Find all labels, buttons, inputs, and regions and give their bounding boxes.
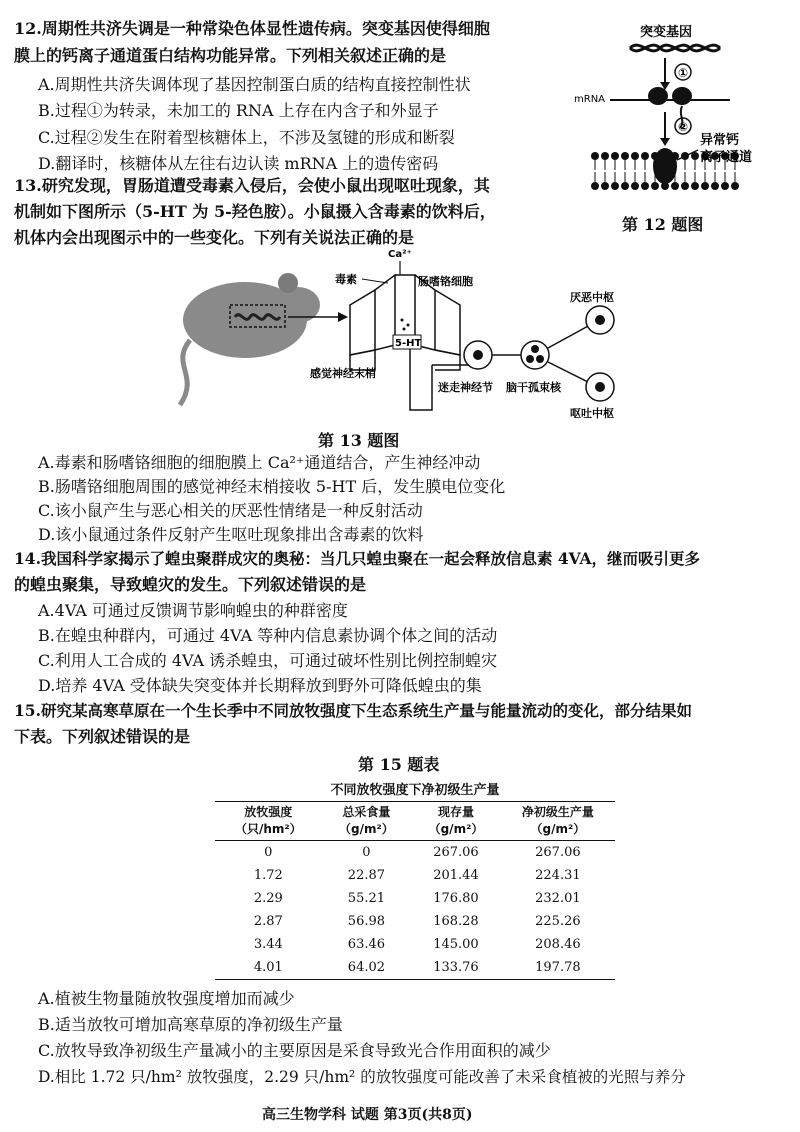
q12-option-c: C.过程②发生在附着型核糖体上，不涉及氢键的形成和断裂: [38, 128, 455, 147]
lipid-head: [671, 182, 679, 190]
q14-option-a: A.4VA 可通过反馈调节影响蝗虫的种群密度: [38, 601, 348, 620]
mrna-label: mRNA: [574, 94, 606, 105]
table-header: 总采食量 （g/m²）: [322, 802, 412, 841]
ribosome-2: [672, 87, 692, 105]
table-cell: 22.87: [347, 868, 386, 883]
lipid-head: [631, 182, 639, 190]
table-cell: 224.31: [535, 868, 581, 883]
q13-stem-line3: 机体内会出现图示中的一些变化。下列有关说法正确的是: [14, 228, 415, 247]
q12-option-d: D.翻译时，核糖体从左往右边认读 mRNA 上的遗传密码: [38, 154, 439, 173]
table-header: 现存量 （g/m²）: [411, 802, 501, 841]
zoom-arrow-head: [338, 312, 348, 322]
nucleus-to-vomit: [548, 362, 590, 383]
q15-option-b: B.适当放牧可增加高寒草原的净初级生产量: [38, 1015, 343, 1034]
q14-option-d: D.培养 4VA 受体缺失突变体并长期释放到野外可降低蝗虫的集: [38, 676, 482, 695]
vagus-label: 迷走神经节: [438, 381, 493, 394]
mouse-illustration: [180, 273, 320, 405]
ca-label: Ca²⁺: [388, 249, 412, 260]
table-header: 放牧强度 （只/hm²）: [215, 802, 322, 841]
calcium-channel: [653, 148, 677, 184]
table-row: [215, 910, 615, 933]
fig12-caption: 第 12 题图: [622, 215, 704, 234]
lipid-head: [651, 182, 659, 190]
lipid-head: [641, 152, 649, 160]
lipid-head: [611, 182, 619, 190]
table-cell: 133.76: [411, 956, 501, 980]
ht-label: 5-HT: [395, 338, 422, 349]
table-cell: 232.01: [535, 891, 581, 906]
table-cell: 0: [264, 845, 273, 860]
table-cell: 2.87: [253, 914, 283, 929]
q13-stem-line2: 机制如下图所示（5-HT 为 5-羟色胺）。小鼠摄入含毒素的饮料后，: [14, 202, 496, 221]
table-cell: 225.26: [535, 914, 581, 929]
nucleus-to-aversion: [548, 325, 590, 348]
step1-label: ①: [678, 66, 689, 80]
q14-stem-line1: 14.我国科学家揭示了蝗虫聚群成灾的奥秘：当几只蝗虫聚在一起会释放信息素 4VA，继而吸引更多: [14, 549, 700, 568]
q14-option-b: B.在蝗虫种群内，可通过 4VA 等种内信息素协调个体之间的活动: [38, 626, 498, 645]
q12-stem-line1: 12.周期性共济失调是一种常染色体显性遗传病。突变基因使得细胞: [14, 19, 490, 38]
nucleus-label: 脑干孤束核: [506, 381, 561, 394]
q13-option-c: C.该小鼠产生与恶心相关的厌恶性情绪是一种反射活动: [38, 501, 423, 520]
table-cell: 56.98: [347, 914, 386, 929]
table-row: [215, 933, 615, 956]
table-row: [215, 956, 615, 980]
q12-option-b: B.过程①为转录，未加工的 RNA 上存在内含子和外显子: [38, 101, 439, 120]
q15-option-c: C.放牧导致净初级生产量减小的主要原因是采食导致光合作用面积的减少: [38, 1041, 551, 1060]
table-cell: 197.78: [501, 956, 615, 980]
toxin-pointer: [362, 279, 388, 283]
sensory-nerve-path: [410, 349, 432, 410]
table-cell: 64.02: [322, 956, 412, 980]
figure-12-diagram: [570, 16, 785, 206]
q14-stem-line2: 的蝗虫聚集，导致蝗灾的发生。下列叙述错误的是: [14, 575, 367, 594]
q15-option-d: D.相比 1.72 只/hm² 放牧强度，2.29 只/hm² 的放牧强度可能改善了未采食植被的光照与养分: [38, 1068, 686, 1086]
table-cell: 1.72: [253, 868, 283, 883]
table-header: 净初级生产量 （g/m²）: [501, 802, 615, 841]
lipid-head: [641, 182, 649, 190]
fig13-caption: 第 13 题图: [318, 431, 400, 450]
lipid-head: [601, 182, 609, 190]
q13-stem-line1: 13.研究发现，胃肠道遭受毒素入侵后，会使小鼠出现呕吐现象，其: [14, 176, 490, 195]
table-15: [215, 780, 615, 980]
table-row: [215, 841, 615, 865]
lipid-head: [631, 152, 639, 160]
cell-label: 肠嗜铬细胞: [418, 275, 473, 288]
figure-13-diagram: [170, 245, 640, 420]
channel-label-line1: 异常钙: [700, 133, 740, 148]
intestinal-epithelium: [350, 275, 460, 370]
table-cell: 208.46: [535, 937, 581, 952]
table-title: 不同放牧强度下净初级生产量: [215, 780, 615, 802]
lipid-head: [731, 182, 739, 190]
lipid-head: [691, 182, 699, 190]
nerve-ending-label: 感觉神经末梢: [310, 367, 376, 380]
lipid-head: [721, 182, 729, 190]
vomit-label: 呕吐中枢: [570, 407, 614, 420]
q12-stem-line2: 膜上的钙离子通道蛋白结构功能异常。下列相关叙述正确的是: [14, 46, 447, 65]
q13-option-d: D.该小鼠通过条件反射产生呕吐现象排出含毒素的饮料: [38, 525, 424, 544]
lipid-head: [701, 182, 709, 190]
table-cell: 55.21: [347, 891, 386, 906]
step2-label: ②: [678, 120, 689, 134]
q15-stem-line2: 下表。下列叙述错误的是: [14, 727, 191, 746]
toxin-label: 毒素: [335, 273, 357, 286]
table-row: [215, 864, 615, 887]
arrow-step2-head: [660, 138, 670, 146]
lipid-head: [681, 182, 689, 190]
lipid-head: [621, 182, 629, 190]
table-cell: 168.28: [433, 914, 479, 929]
fig12-gene-label: 突变基因: [640, 25, 693, 40]
table-cell: 201.44: [433, 868, 479, 883]
q12-option-a: A.周期性共济失调体现了基因控制蛋白质的结构直接控制性状: [38, 75, 471, 94]
q15-stem-line1: 15.研究某高寒草原在一个生长季中不同放牧强度下生态系统生产量与能量流动的变化，部分结果如: [14, 701, 692, 720]
q13-option-a: A.毒素和肠嗜铬细胞的细胞膜上 Ca²⁺通道结合，产生神经冲动: [38, 453, 481, 472]
q13-option-b: B.肠嗜铬细胞周围的感觉神经末梢接收 5-HT 后，发生膜电位变化: [38, 477, 506, 496]
channel-label-line2: 离子通道: [700, 150, 753, 165]
lipid-head: [591, 152, 599, 160]
q15-option-a: A.植被生物量随放牧强度增加而减少: [38, 989, 295, 1008]
table-cell: 63.46: [347, 937, 386, 952]
lipid-head: [621, 152, 629, 160]
q14-option-c: C.利用人工合成的 4VA 诱杀蝗虫，可通过破坏性别比例控制蝗灾: [38, 651, 498, 670]
table-cell: 145.00: [433, 937, 479, 952]
table-cell: 2.29: [253, 891, 283, 906]
aversion-label: 厌恶中枢: [570, 291, 614, 304]
table-row: [215, 887, 615, 910]
page-footer: 高三生物学科 试题 第3页(共8页): [262, 1107, 473, 1123]
lipid-head: [611, 152, 619, 160]
table-cell: 3.44: [253, 937, 283, 952]
table-cell: 267.06: [433, 845, 479, 860]
lipid-head: [601, 152, 609, 160]
table-cell: 0: [362, 845, 371, 860]
table-cell: 176.80: [433, 891, 479, 906]
lipid-head: [711, 182, 719, 190]
ribosome-1: [648, 87, 668, 105]
table15-caption: 第 15 题表: [358, 755, 440, 774]
table-cell: 267.06: [535, 845, 581, 860]
lipid-head: [591, 182, 599, 190]
table-cell: 4.01: [215, 956, 322, 980]
